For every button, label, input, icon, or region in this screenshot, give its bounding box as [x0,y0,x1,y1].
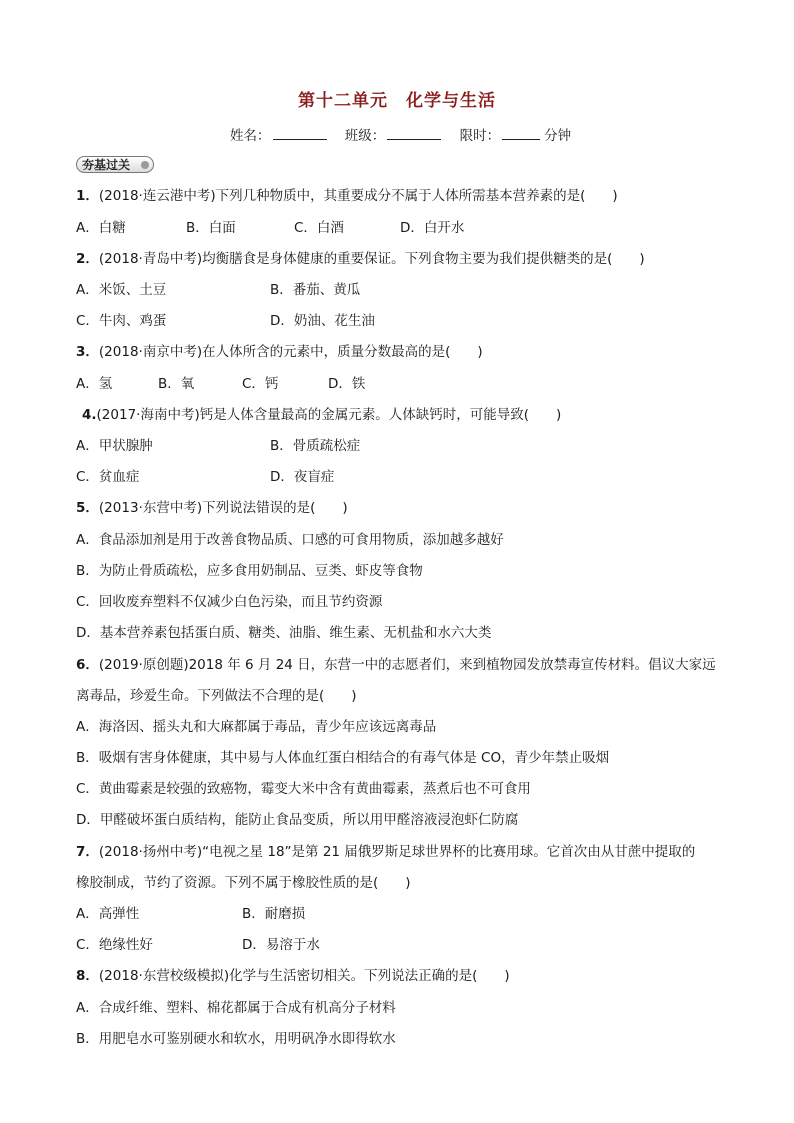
question-text: (2018·扬州中考)“电视之星 18”是第 21 届俄罗斯足球世界杯的比赛用球。它首次由从甘蔗中提取的 [98,844,696,860]
question-7 [76,843,695,861]
question-text: (2013·东营中考)下列说法错误的是( ) [98,500,348,516]
option-b: B．为防止骨质疏松，应多食用奶制品、豆类、虾皮等食物 [76,563,423,579]
option-b: B．白面 [186,220,236,236]
question-6 [76,656,716,674]
question-7-continued: 橡胶制成，节约了资源。下列不属于橡胶性质的是( ) [76,875,411,891]
question-text: (2018·青岛中考)均衡膳食是身体健康的重要保证。下列食物主要为我们提供糖类的是( ) [98,251,645,267]
option-d: D．奶油、花生油 [270,313,375,329]
section-badge-label: 夯基过关 [82,158,131,172]
question-number: 7． [76,844,99,860]
option-c: C．贫血症 [76,469,140,485]
question-number: 1． [76,188,99,204]
question-text: (2019·原创题)2018 年 6 月 24 日，东营一中的志愿者们，来到植物园发放禁毒宣传材料。倡议大家远 [98,657,716,673]
option-c: C．牛肉、鸡蛋 [76,313,167,329]
class-blank [387,125,441,140]
question-4 [82,406,561,424]
section-badge [76,156,154,173]
question-1 [76,187,618,205]
option-a: A．食品添加剂是用于改善食物品质、口感的可食用物质，添加越多越好 [76,532,504,548]
question-text: (2018·东营校级模拟)化学与生活密切相关。下列说法正确的是( ) [98,968,510,984]
option-c: C．黄曲霉素是较强的致癌物，霉变大米中含有黄曲霉素，蒸煮后也不可食用 [76,781,531,797]
option-b: B．氧 [158,376,195,392]
option-c: C．绝缘性好 [76,937,153,953]
question-number: 4. [82,407,97,423]
option-d: D．甲醛破坏蛋白质结构，能防止食品变质，所以用甲醛溶液浸泡虾仁防腐 [76,812,519,828]
option-a: A．海洛因、摇头丸和大麻都属于毒品，青少年应该远离毒品 [76,719,437,735]
option-a: A．白糖 [76,220,126,236]
option-b: B．番茄、黄瓜 [270,282,361,298]
question-number: 5． [76,500,99,516]
option-d: D．铁 [328,376,366,392]
option-d: D．基本营养素包括蛋白质、糖类、油脂、维生素、无机盐和水六大类 [76,625,492,641]
time-blank [502,125,540,140]
question-text: (2018·南京中考)在人体所含的元素中，质量分数最高的是( ) [98,344,483,360]
time-label: 限时： [459,128,501,144]
option-a: A．氢 [76,376,113,392]
option-b: B．用肥皂水可鉴别硬水和软水，用明矾净水即得软水 [76,1031,396,1047]
badge-bullet-icon [141,161,149,169]
class-label: 班级： [344,128,386,144]
option-a: A．合成纤维、塑料、棉花都属于合成有机高分子材料 [76,1000,396,1016]
option-d: D．夜盲症 [270,469,335,485]
option-c: C．钙 [242,376,279,392]
option-b: B．吸烟有害身体健康，其中易与人体血红蛋白相结合的有毒气体是 CO，青少年禁止吸烟 [76,750,610,766]
option-a: A．高弹性 [76,906,140,922]
option-b: B．耐磨损 [242,906,306,922]
name-label: 姓名： [230,128,271,144]
student-info-row [230,124,571,144]
question-number: 8． [76,968,99,984]
page-title: 第十二单元 化学与生活 [298,91,496,111]
option-c: C．白酒 [294,220,344,236]
question-number: 3． [76,344,99,360]
time-unit: 分钟 [544,128,572,144]
option-a: A．米饭、土豆 [76,282,167,298]
question-text: (2017·海南中考)钙是人体含量最高的金属元素。人体缺钙时，可能导致( ) [96,407,562,423]
option-a: A．甲状腺肿 [76,438,153,454]
question-2 [76,250,645,268]
question-5 [76,499,348,517]
question-number: 6． [76,657,99,673]
name-blank [273,125,327,140]
option-d: D．易溶于水 [242,937,320,953]
option-c: C．回收废弃塑料不仅减少白色污染，而且节约资源 [76,594,383,610]
question-number: 2． [76,251,99,267]
option-d: D．白开水 [400,220,465,236]
option-b: B．骨质疏松症 [270,438,361,454]
question-8 [76,967,510,985]
question-text: (2018·连云港中考)下列几种物质中，其重要成分不属于人体所需基本营养素的是( ) [98,188,618,204]
question-3 [76,343,483,361]
question-6-continued: 离毒品，珍爱生命。下列做法不合理的是( ) [76,688,357,704]
